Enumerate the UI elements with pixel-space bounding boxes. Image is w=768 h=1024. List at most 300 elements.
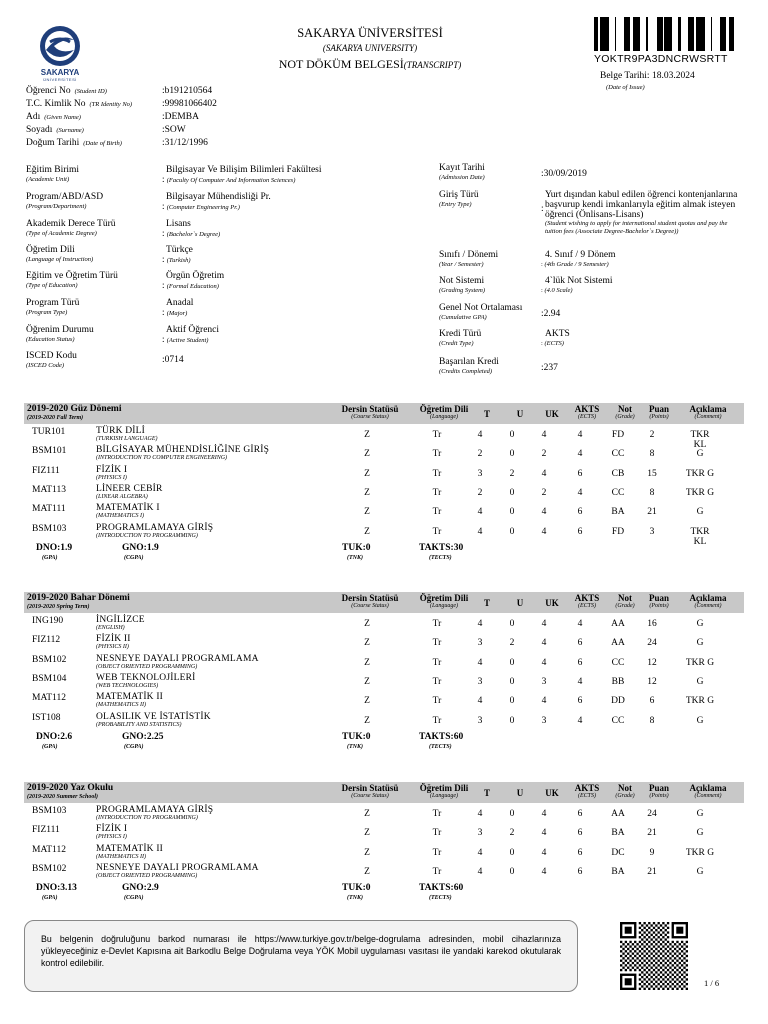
course-akts: 6 [577, 847, 583, 858]
course-row [24, 862, 744, 880]
academic-label: Öğrenim Durumu [26, 325, 94, 335]
summary-label-en: (TNK) [347, 895, 363, 902]
column-header-label: U [516, 598, 524, 608]
course-akts: 4 [577, 715, 583, 726]
course-uk: 4 [541, 809, 547, 819]
personal-value: :b191210564 [162, 86, 213, 96]
column-header-label-en: (Points) [649, 603, 669, 609]
course-t: 3 [477, 638, 483, 649]
column-header-label: U [516, 788, 524, 798]
course-status: Z [364, 526, 370, 537]
academic-value-en-text: (ECTS) [544, 340, 564, 347]
course-row [24, 425, 744, 450]
term-name-en: (2019-2020 Summer School) [27, 794, 99, 800]
course-grade: DD [611, 696, 625, 707]
colon: : [162, 254, 167, 264]
column-header-label-en: (ECTS) [578, 793, 596, 799]
course-t: 2 [477, 487, 483, 498]
colon: : [541, 340, 545, 347]
academic-field-credits [439, 357, 539, 376]
summary-tuk: TUK:0 [342, 542, 371, 553]
course-t: 4 [477, 430, 483, 440]
academic-value-block [162, 298, 412, 318]
qr-code [620, 922, 688, 990]
course-code: FIZ111 [32, 825, 60, 836]
course-u: 0 [509, 847, 515, 858]
summary-value: 0 [365, 883, 371, 894]
column-header-label-en: (Course Status) [351, 603, 389, 609]
academic-value-block [162, 351, 412, 365]
course-points: 24 [647, 809, 657, 819]
summary-label: GNO [122, 542, 144, 553]
course-status: Z [364, 828, 370, 839]
column-header-label-en: (Course Status) [351, 414, 389, 420]
course-u: 0 [509, 866, 515, 877]
academic-field-credit_type [439, 329, 539, 348]
summary-value: 2.6 [60, 731, 73, 742]
course-status: Z [364, 507, 370, 518]
column-header-label-en: (Comment) [694, 414, 722, 420]
column-header-label: T [483, 788, 490, 798]
term-header [24, 782, 744, 803]
term-name-en: (2019-2020 Fall Term) [27, 415, 84, 421]
course-u: 0 [509, 507, 515, 518]
course-akts: 4 [577, 676, 583, 687]
course-row [24, 653, 744, 671]
personal-label: Öğrenci No [26, 86, 71, 96]
course-code: IST108 [32, 712, 61, 723]
course-code: FIZ111 [32, 465, 60, 476]
course-points: 2 [649, 430, 655, 440]
course-uk: 4 [541, 619, 547, 629]
academic-field [26, 245, 161, 264]
course-akts: 6 [577, 657, 583, 668]
summary-label-en: (TNK) [347, 554, 363, 561]
academic-label-en: (Type of Academic Degree) [26, 230, 97, 237]
column-header-label: Açıklama [689, 404, 727, 414]
course-comment: G [696, 809, 704, 819]
course-comment: G [696, 619, 704, 629]
course-name-en: (ENGLISH) [96, 625, 125, 631]
column-header-label: Not [618, 783, 632, 793]
column-header-u [512, 788, 528, 798]
logo-text: SAKARYA [40, 68, 80, 77]
academic-value-en: (Student wishing to apply for international student quotas and pay the tuition fees (Associate Degree-Bachelor`s Degree)) [545, 220, 728, 235]
personal-value: :31/12/1996 [162, 138, 208, 148]
academic-value-en [162, 308, 412, 318]
course-u: 2 [509, 468, 515, 479]
summary-tuk: TUK:0 [342, 731, 371, 742]
issue-date-value: 18.03.2024 [651, 71, 695, 81]
academic-value: 4`lük Not Sistemi [545, 276, 613, 286]
course-row [24, 823, 744, 841]
summary-label: GNO [122, 731, 144, 742]
term-name: 2019-2020 Yaz Okulu [27, 783, 114, 793]
course-code: MAT111 [32, 504, 66, 515]
column-header-label-en: (Comment) [694, 603, 722, 609]
course-row [24, 633, 744, 651]
summary-tuk: TUK:0 [342, 883, 371, 894]
course-lang: Tr [432, 657, 442, 668]
summary-value: 0 [365, 542, 371, 553]
course-grade: CC [611, 715, 625, 726]
column-header-status [336, 404, 404, 420]
course-grade: AA [611, 809, 625, 819]
term-summary [24, 543, 744, 565]
summary-label: TUK [342, 731, 363, 742]
column-header-status [336, 783, 404, 799]
academic-value-block [162, 271, 412, 291]
course-uk: 4 [541, 828, 547, 839]
course-name: FİZİK I [96, 464, 128, 475]
personal-label-en: (Surname) [56, 127, 84, 134]
course-akts: 4 [577, 487, 583, 498]
academic-value: Lisans [166, 219, 191, 229]
academic-value-en [541, 339, 741, 348]
summary-label-en: (CGPA) [124, 895, 144, 902]
course-name-en: (PHYSICS I) [96, 474, 127, 481]
course-u: 0 [509, 487, 515, 498]
personal-value: :SOW [162, 125, 186, 135]
course-t: 4 [477, 847, 483, 858]
page-number: 1 / 6 [704, 978, 720, 988]
academic-value-en-text: (Computer Engineering Pr.) [166, 204, 240, 211]
course-lang: Tr [432, 449, 442, 460]
colon: : [162, 334, 167, 344]
academic-label-en: (Education Status) [26, 336, 75, 343]
course-lang: Tr [432, 526, 442, 537]
academic-label: Kayıt Tarihi [439, 163, 485, 173]
colon: : [541, 204, 544, 214]
colon: : [162, 307, 167, 317]
column-header-label: AKTS [574, 783, 600, 793]
course-t: 4 [477, 696, 483, 707]
course-code: ING190 [32, 616, 64, 626]
summary-value: 60 [453, 883, 464, 894]
term-summary [24, 883, 744, 905]
course-uk: 4 [541, 430, 547, 440]
course-name: NESNEYE DAYALI PROGRAMLAMA [96, 862, 259, 873]
academic-label: Sınıfı / Dönemi [439, 250, 499, 260]
course-status: Z [364, 809, 370, 819]
course-uk: 4 [541, 657, 547, 668]
course-name-en: (INTRODUCTION TO PROGRAMMING) [96, 815, 198, 821]
column-header-grade [611, 593, 639, 609]
summary-label-en: (TECTS) [429, 895, 452, 902]
academic-value: Aktif Öğrenci [166, 325, 220, 335]
personal-row [26, 86, 107, 96]
course-lang: Tr [432, 809, 442, 819]
course-t: 4 [477, 657, 483, 668]
personal-label-en: (TR Identity No) [89, 101, 133, 108]
academic-value-credits: :237 [541, 363, 558, 373]
personal-label: Doğum Tarihi [26, 138, 80, 148]
column-header-grade [611, 404, 639, 420]
academic-label: Program Türü [26, 298, 80, 308]
course-grade: CB [611, 468, 625, 479]
summary-label: DNO [36, 542, 58, 553]
course-lang: Tr [432, 676, 442, 687]
course-uk: 4 [541, 507, 547, 518]
personal-row [26, 112, 81, 122]
course-status: Z [364, 866, 370, 877]
colon: : [162, 228, 167, 238]
academic-label-en: (Academic Unit) [26, 176, 70, 183]
course-t: 2 [477, 449, 483, 460]
course-points: 15 [647, 468, 657, 479]
course-t: 3 [477, 715, 483, 726]
academic-label-en: (Credits Completed) [439, 368, 493, 375]
course-points: 9 [649, 847, 655, 858]
term-name: 2019-2020 Bahar Dönemi [27, 593, 130, 603]
course-grade: FD [611, 430, 625, 440]
academic-field [26, 298, 161, 317]
course-points: 12 [647, 657, 657, 668]
academic-value-text: 2.94 [543, 309, 561, 319]
course-u: 2 [509, 828, 515, 839]
academic-value: Bilgisayar Mühendisliği Pr. [166, 192, 271, 202]
academic-value-en-text: (Faculty Of Computer And Information Sciences) [166, 177, 296, 184]
summary-label-en: (TNK) [347, 743, 363, 750]
course-code: BSM103 [32, 523, 67, 534]
column-header-comment [680, 404, 736, 420]
column-header-label-en: (Language) [430, 603, 458, 609]
course-name: WEB TEKNOLOJİLERİ [96, 672, 196, 683]
course-comment: TKR G [685, 696, 715, 707]
course-akts: 6 [577, 809, 583, 819]
course-uk: 4 [541, 866, 547, 877]
column-header-u [512, 598, 528, 608]
column-header-akts [571, 404, 603, 420]
course-code: BSM101 [32, 446, 67, 457]
column-header-label: Dersin Statüsü [341, 404, 399, 414]
summary-label: DNO [36, 883, 58, 894]
colon: : [162, 280, 167, 290]
column-header-label: Not [618, 404, 632, 414]
course-points: 16 [647, 619, 657, 629]
academic-value-en-text: (Formal Education) [166, 283, 219, 290]
course-grade: AA [611, 619, 625, 629]
course-code: FIZ112 [32, 635, 61, 646]
academic-label-en: (Year / Semester) [439, 261, 484, 268]
course-name: FİZİK I [96, 824, 128, 835]
course-name-en: (MATHEMATICS II) [96, 853, 147, 860]
summary-value: 2.25 [146, 731, 164, 742]
course-grade: CC [611, 657, 625, 668]
personal-label-en: (Given Name) [44, 114, 81, 121]
course-u: 0 [509, 526, 515, 537]
course-comment: G [696, 449, 704, 460]
course-akts: 4 [577, 449, 583, 460]
column-header-u [512, 409, 528, 419]
term-name: 2019-2020 Güz Dönemi [27, 404, 122, 414]
course-status: Z [364, 638, 370, 649]
course-comment: G [696, 507, 704, 518]
course-lang: Tr [432, 430, 442, 440]
column-header-label: UK [545, 788, 559, 798]
summary-label: TAKTS [419, 883, 451, 894]
term-header [24, 403, 744, 424]
term-name-en: (2019-2020 Spring Term) [27, 604, 90, 610]
academic-value-en-text: (4.0 Scale) [544, 287, 573, 294]
column-header-label-en: (Points) [649, 793, 669, 799]
course-comment: G [696, 828, 704, 839]
course-grade: BA [611, 507, 625, 518]
academic-field-entry [439, 190, 539, 209]
column-header-label: AKTS [574, 404, 600, 414]
personal-value-text: 99981066402 [164, 99, 217, 109]
column-header-label: Öğretim Dili [419, 783, 469, 793]
course-t: 4 [477, 526, 483, 537]
barcode [594, 17, 734, 51]
course-comment: G [696, 715, 704, 726]
colon: : [541, 287, 545, 294]
course-u: 0 [509, 715, 515, 726]
course-t: 4 [477, 809, 483, 819]
course-name: PROGRAMLAMAYA GİRİŞ [96, 805, 214, 815]
course-name-en: (INTRODUCTION TO COMPUTER ENGINEERING) [96, 455, 228, 462]
course-t: 3 [477, 676, 483, 687]
academic-value: 4. Sınıf / 9 Dönem [545, 250, 616, 260]
document-title-tr: NOT DÖKÜM BELGESİ [278, 57, 404, 71]
course-uk: 4 [541, 847, 547, 858]
column-header-label: Açıklama [689, 593, 727, 603]
course-status: Z [364, 619, 370, 629]
academic-label: Program/ABD/ASD [26, 192, 104, 202]
course-akts: 6 [577, 828, 583, 839]
academic-value: Yurt dışından kabul edilen öğrenci kontenjanlarına başvurup kendi imkanlarıyla eğitim almak isteyen öğrenci (Önlisans-Lisans) [545, 190, 738, 220]
course-comment: TKR G [685, 847, 715, 858]
summary-dno: DNO:3.13 [36, 883, 77, 894]
course-name-en: (LINEAR ALGEBRA) [96, 493, 148, 500]
academic-value-block [162, 219, 412, 239]
academic-field-admission [439, 163, 539, 182]
course-comment: TKR G [685, 468, 715, 479]
course-name-en: (MATHEMATICS I) [96, 513, 145, 520]
summary-dno: DNO:1.9 [36, 542, 73, 553]
course-lang: Tr [432, 696, 442, 707]
column-header-uk [541, 409, 563, 419]
personal-value-text: b191210564 [164, 86, 213, 96]
column-header-uk [541, 788, 563, 798]
column-header-label: U [516, 409, 524, 419]
column-header-label: Dersin Statüsü [341, 593, 399, 603]
course-row [24, 711, 744, 729]
academic-label-en: (Type of Education) [26, 282, 78, 289]
column-header-grade [611, 783, 639, 799]
column-header-points [643, 593, 675, 609]
course-comment: TKR KL [690, 526, 710, 547]
column-header-lang [412, 404, 476, 420]
academic-field-gpa [439, 303, 539, 322]
column-header-uk [541, 598, 563, 608]
column-header-label-en: (ECTS) [578, 603, 596, 609]
personal-label-en: (Student ID) [74, 88, 107, 95]
academic-label-en: (Program Type) [26, 309, 68, 316]
course-comment: TKR G [685, 487, 715, 498]
course-code: BSM103 [32, 806, 67, 816]
course-points: 12 [647, 676, 657, 687]
academic-value-en [162, 335, 412, 345]
course-akts: 6 [577, 526, 583, 537]
academic-value-text: 237 [543, 363, 558, 373]
summary-gno: GNO:2.9 [122, 883, 159, 894]
course-name: PROGRAMLAMAYA GİRİŞ [96, 522, 214, 533]
course-row [24, 843, 744, 861]
course-uk: 4 [541, 468, 547, 479]
academic-value-en-text: (Turkish) [166, 257, 191, 264]
course-code: MAT112 [32, 844, 66, 855]
course-code: BSM102 [32, 863, 67, 874]
document-title [200, 57, 540, 72]
academic-value: Türkçe [166, 245, 193, 255]
personal-label: Adı [26, 112, 41, 122]
column-header-label: UK [545, 598, 559, 608]
academic-value-en-text: (Bachelor`s Degree) [166, 231, 221, 238]
academic-label-en: (Grading System) [439, 287, 486, 294]
column-header-comment [680, 783, 736, 799]
column-header-label-en: (Language) [430, 793, 458, 799]
course-lang: Tr [432, 828, 442, 839]
course-lang: Tr [432, 507, 442, 518]
summary-gno: GNO:2.25 [122, 731, 164, 742]
column-header-lang [412, 593, 476, 609]
course-u: 0 [509, 676, 515, 687]
academic-value-grading [541, 276, 741, 295]
summary-label-en: (GPA) [42, 895, 58, 902]
academic-value: Anadal [166, 298, 194, 308]
summary-label-en: (CGPA) [124, 554, 144, 561]
course-points: 21 [647, 828, 657, 839]
course-akts: 6 [577, 468, 583, 479]
summary-takts: TAKTS:30 [419, 542, 464, 553]
course-points: 21 [647, 507, 657, 518]
summary-label: DNO [36, 731, 58, 742]
course-points: 3 [649, 526, 655, 537]
academic-label: ISCED Kodu [26, 351, 77, 361]
summary-value: 3.13 [60, 883, 77, 894]
academic-label: Başarılan Kredi [439, 357, 499, 367]
summary-label-en: (CGPA) [124, 743, 144, 750]
column-header-lang [412, 783, 476, 799]
academic-label: Kredi Türü [439, 329, 482, 339]
document-title-en: (TRANSCRIPT) [403, 60, 462, 70]
course-lang: Tr [432, 715, 442, 726]
course-uk: 4 [541, 526, 547, 537]
summary-label: TAKTS [419, 731, 451, 742]
colon: : [541, 261, 545, 268]
course-code: MAT113 [32, 484, 66, 495]
academic-value-en [162, 202, 412, 212]
academic-value-credit_type [541, 329, 741, 348]
course-name: LİNEER CEBİR [96, 483, 163, 494]
summary-value: 1.9 [60, 542, 73, 553]
academic-label: Eğitim Birimi [26, 165, 80, 175]
academic-field-grading [439, 276, 539, 295]
course-grade: BA [611, 866, 625, 877]
column-header-akts [571, 593, 603, 609]
academic-label-en: (ISCED Code) [26, 362, 65, 369]
academic-value: Bilgisayar Ve Bilişim Bilimleri Fakültesi [166, 165, 322, 175]
academic-value-text: 0714 [164, 355, 184, 365]
academic-label: Not Sistemi [439, 276, 485, 286]
personal-label: T.C. Kimlik No [26, 99, 86, 109]
summary-label: TAKTS [419, 542, 451, 553]
course-grade: AA [611, 638, 625, 649]
course-name-en: (TURKISH LANGUAGE) [96, 436, 158, 442]
barcode-code: YOKTR9PA3DNCRWSRTT [594, 53, 728, 65]
academic-value: :0714 [162, 355, 184, 365]
